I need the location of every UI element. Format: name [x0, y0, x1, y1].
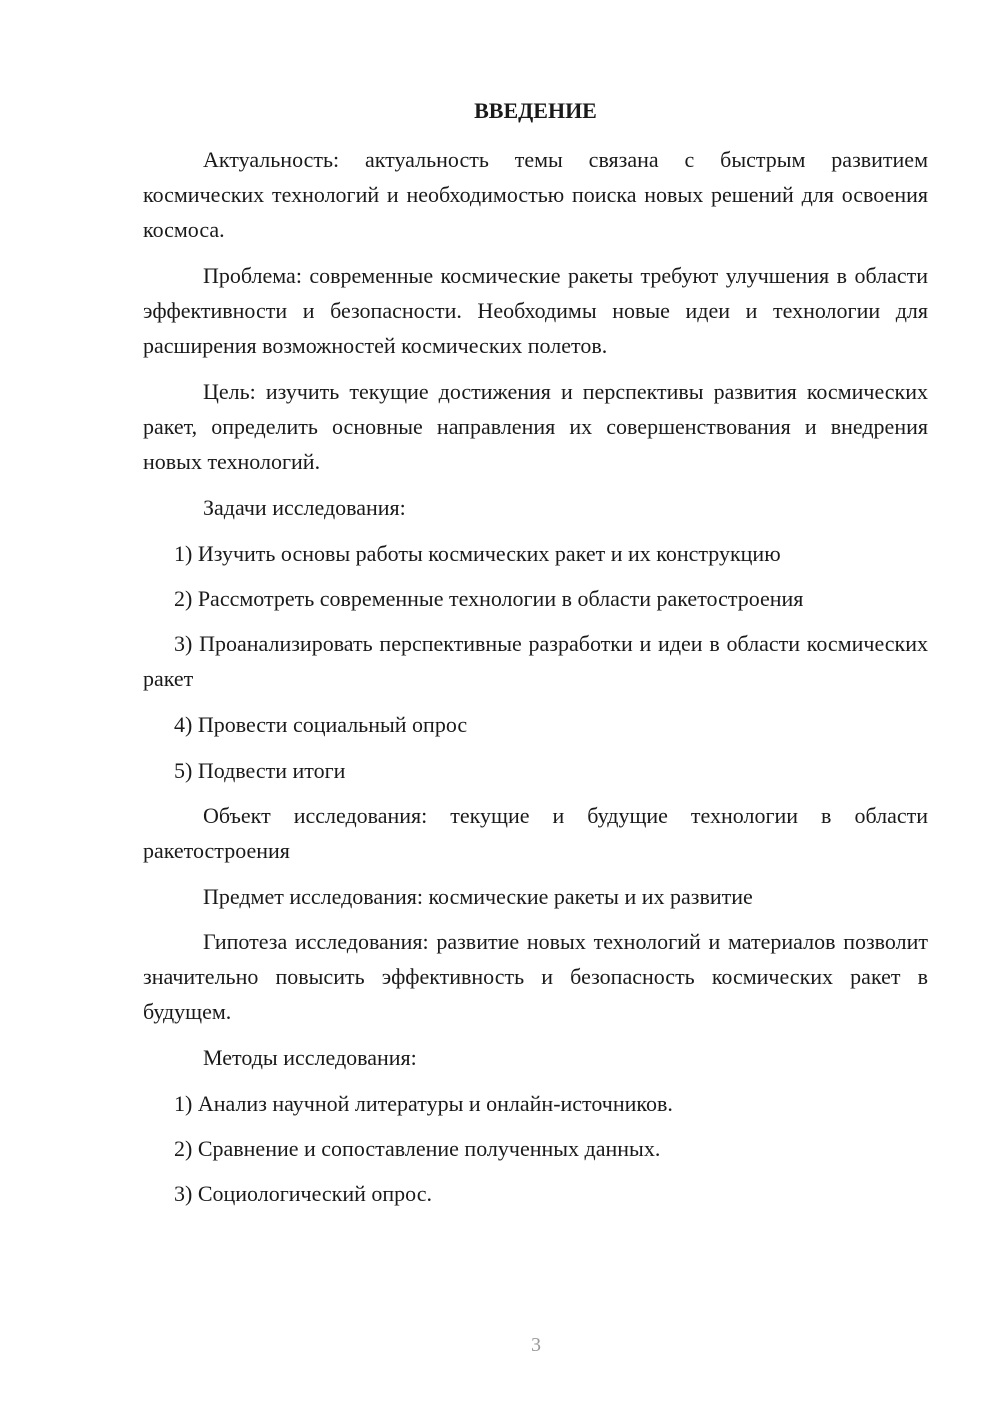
hypothesis-paragraph: Гипотеза исследования: развитие новых технологий и материалов позволит значительно повысить эффективность и безопасность космических ракет в будущем.	[143, 929, 928, 1024]
task-item-1: 1) Изучить основы работы космических ракет и их конструкцию	[174, 541, 781, 566]
task-item-4: 4) Провести социальный опрос	[174, 712, 468, 737]
relevance-paragraph: Актуальность: актуальность темы связана с быстрым развитием космических технологий и необходимостью поиска новых решений для освоения космоса.	[143, 147, 928, 242]
goal-paragraph: Цель: изучить текущие достижения и перспективы развития космических ракет, определить основные направления их совершенствования и внедрения новых технологий.	[143, 379, 928, 474]
page-number: 3	[531, 1334, 541, 1356]
task-item-2: 2) Рассмотреть современные технологии в области ракетостроения	[174, 586, 804, 611]
object-paragraph: Объект исследования: текущие и будущие технологии в области ракетостроения	[143, 803, 928, 863]
problem-paragraph: Проблема: современные космические ракеты требуют улучшения в области эффективности и безопасности. Необходимы новые идеи и технологии для расширения возможностей космических полетов.	[143, 263, 928, 358]
task-item-3: 3) Проанализировать перспективные разработки и идеи в области космических ракет	[143, 631, 928, 691]
methods-heading: Методы исследования:	[203, 1045, 417, 1070]
method-item-3: 3) Социологический опрос.	[174, 1181, 432, 1206]
page-title: ВВЕДЕНИЕ	[474, 98, 597, 123]
task-item-5: 5) Подвести итоги	[174, 758, 346, 783]
tasks-heading: Задачи исследования:	[203, 495, 406, 520]
method-item-1: 1) Анализ научной литературы и онлайн-источников.	[174, 1091, 673, 1116]
method-item-2: 2) Сравнение и сопоставление полученных данных.	[174, 1136, 661, 1161]
subject-paragraph: Предмет исследования: космические ракеты и их развитие	[203, 884, 753, 909]
